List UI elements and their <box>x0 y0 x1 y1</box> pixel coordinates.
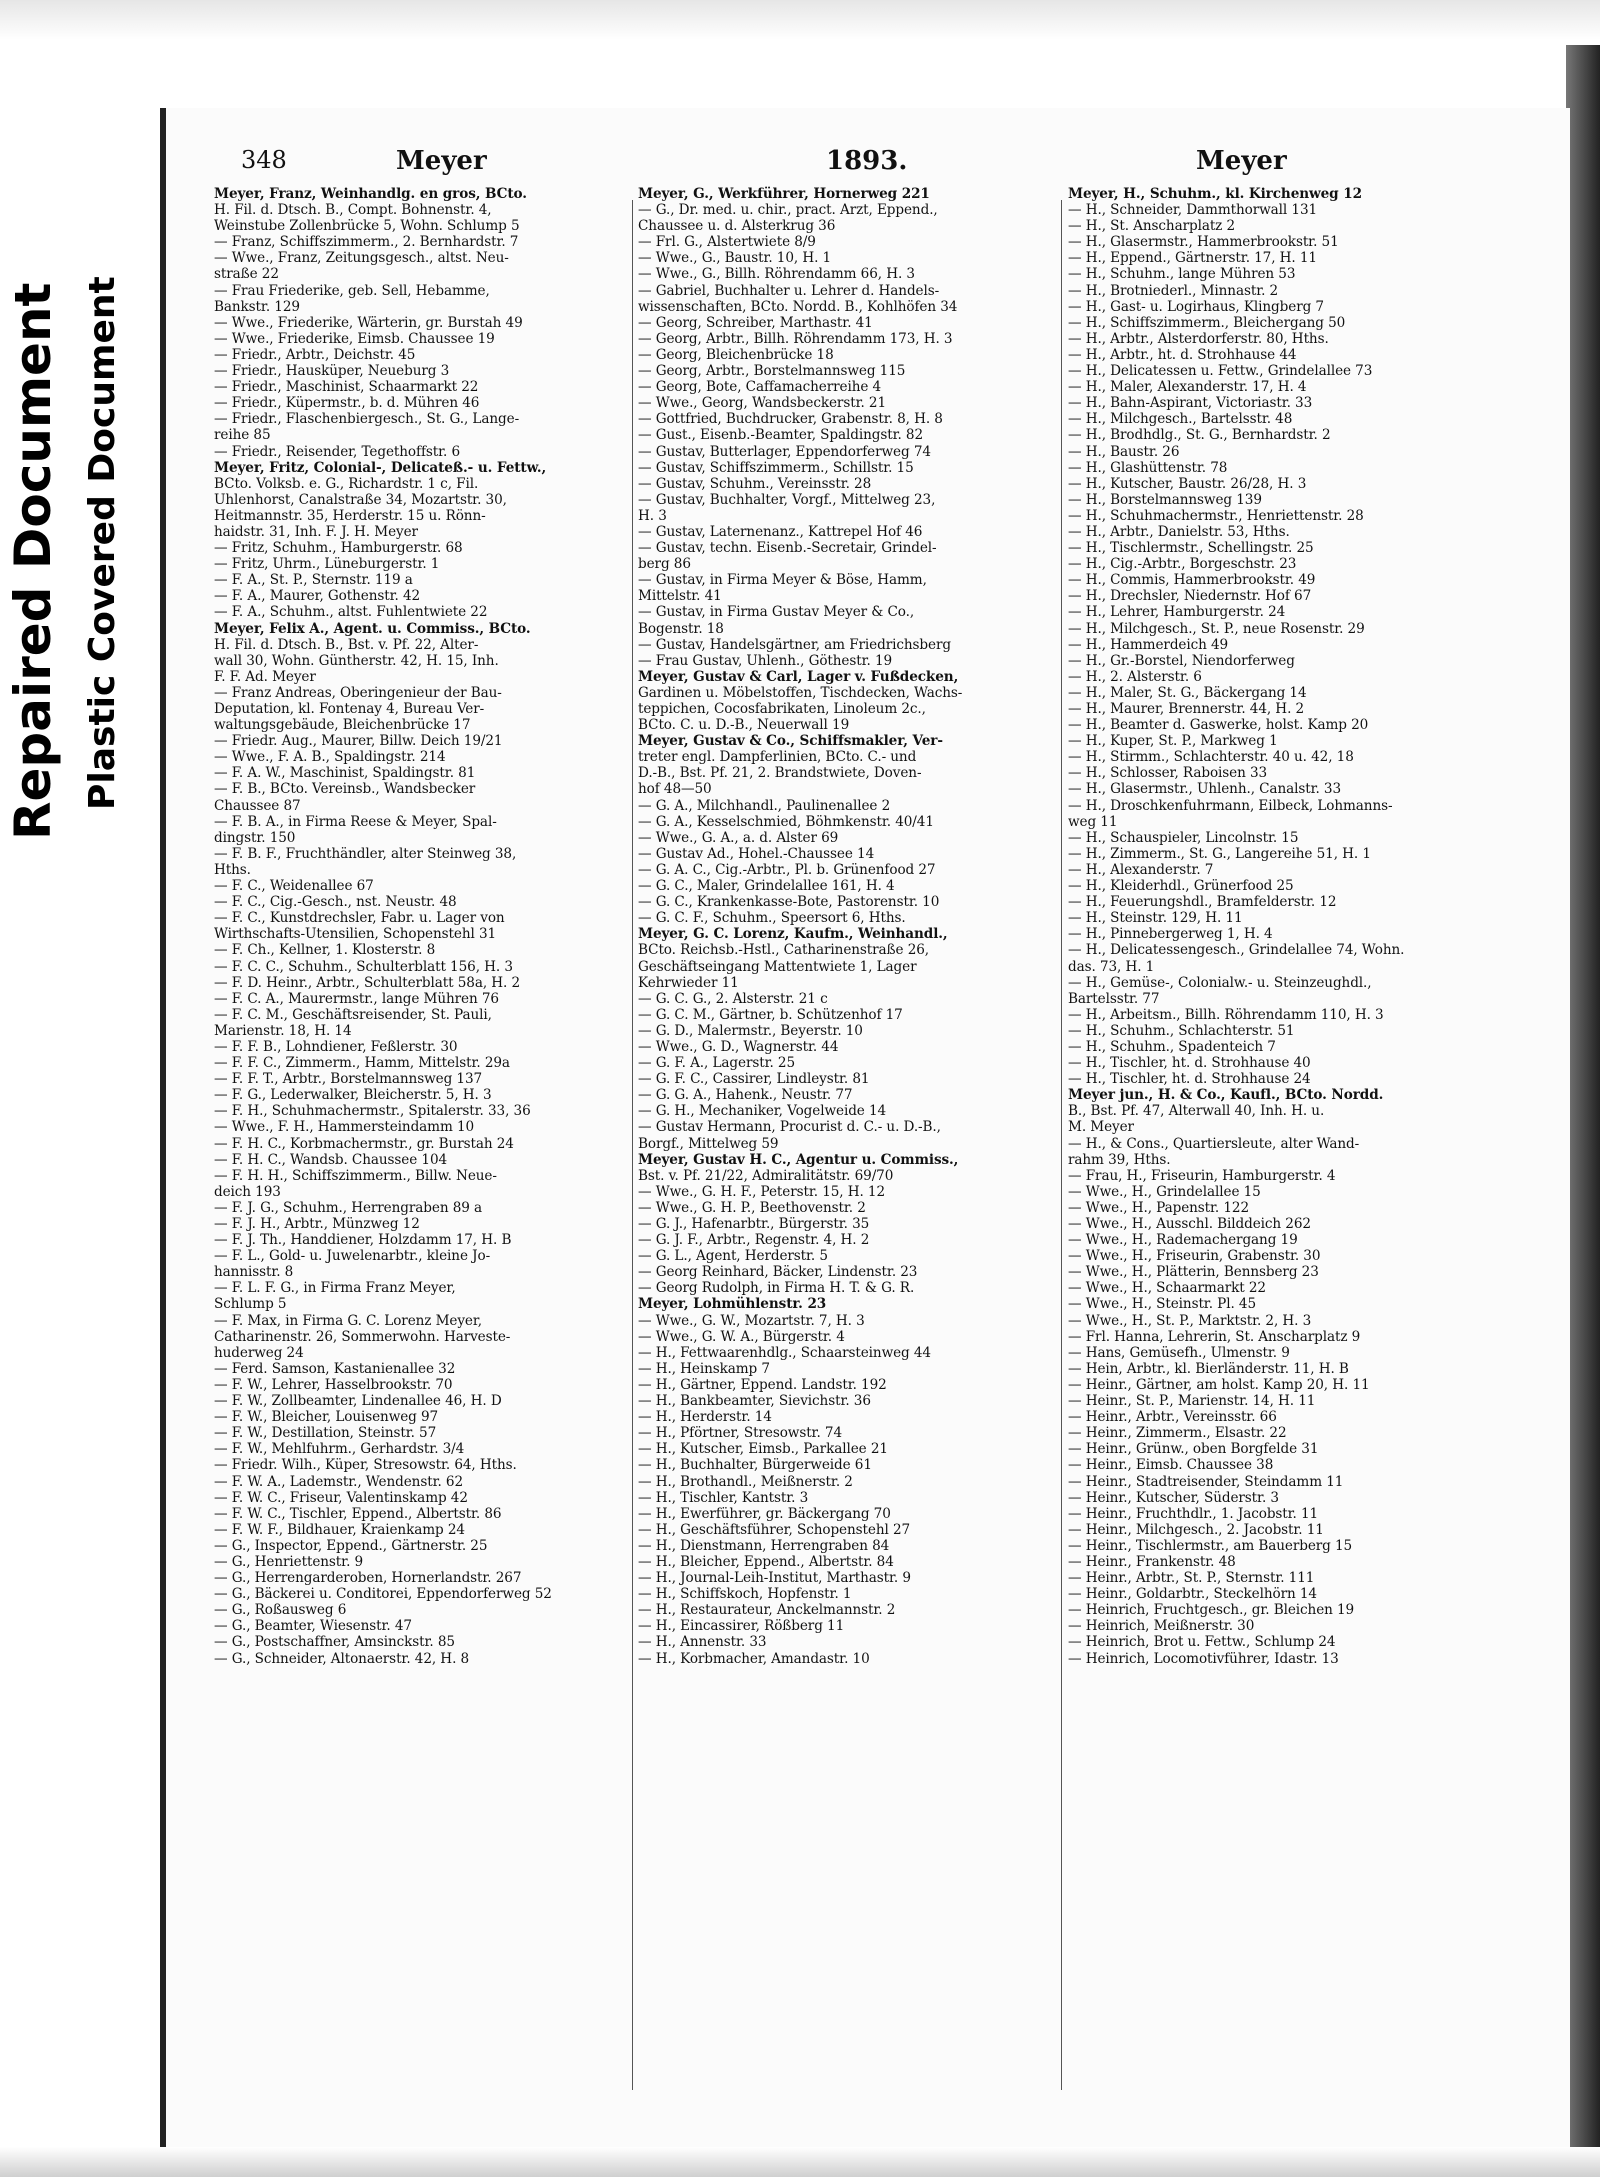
directory-entry: — Friedr., Hausküper, Neueburg 3 <box>214 363 450 380</box>
directory-entry: — Wwe., H., Schaarmarkt 22 <box>1068 1280 1266 1297</box>
directory-entry: — Franz, Schiffszimmerm., 2. Bernhardstr. 7 <box>214 234 519 251</box>
directory-entry: — Heinrich, Brot u. Fettw., Schlump 24 <box>1068 1634 1336 1651</box>
directory-entry: — H., Delicatessen u. Fettw., Grindelallee 73 <box>1068 363 1373 380</box>
directory-entry: — G. H., Mechaniker, Vogelweide 14 <box>638 1103 887 1120</box>
directory-entry: — H., Kutscher, Eimsb., Parkallee 21 <box>638 1441 888 1458</box>
directory-entry: — H., Cig.-Arbtr., Borgeschstr. 23 <box>1068 556 1297 573</box>
directory-entry: — F. F. T., Arbtr., Borstelmannsweg 137 <box>214 1071 483 1088</box>
directory-entry: — Gust., Eisenb.-Beamter, Spaldingstr. 82 <box>638 427 924 444</box>
directory-entry: Chaussee 87 <box>214 797 301 814</box>
directory-entry: — H., Tischlermstr., Schellingstr. 25 <box>1068 540 1314 557</box>
directory-entry: — Wwe., G. W., Mozartstr. 7, H. 3 <box>638 1312 865 1329</box>
directory-entry: — F. C. A., Maurermstr., lange Mühren 76 <box>214 990 499 1007</box>
directory-entry: Bankstr. 129 <box>214 298 300 315</box>
directory-entry: — F. Max, in Firma G. C. Lorenz Meyer, <box>214 1312 483 1329</box>
directory-entry: — H., Schiffskoch, Hopfenstr. 1 <box>638 1586 852 1603</box>
scan-bottom-shadow <box>0 2147 1600 2177</box>
directory-entry: — H., Brotniederl., Minnastr. 2 <box>1068 282 1279 299</box>
directory-entry: Meyer, Franz, Weinhandlg. en gros, BCto. <box>214 186 527 202</box>
directory-entry: — Georg Rudolph, in Firma H. T. & G. R. <box>638 1280 915 1297</box>
directory-entry: Meyer, Felix A., Agent. u. Commiss., BCto. <box>214 620 531 637</box>
directory-entry: — H., Bahn-Aspirant, Victoriastr. 33 <box>1068 395 1313 412</box>
directory-entry: — H., Alexanderstr. 7 <box>1068 861 1214 878</box>
directory-entry: Meyer, Lohmühlenstr. 23 <box>638 1296 827 1313</box>
directory-entry: — Heinr., Gärtner, am holst. Kamp 20, H. 11 <box>1068 1376 1370 1393</box>
running-header-year: 1893. <box>826 146 908 176</box>
directory-entry: — Wwe., H., Plätterin, Bennsberg 23 <box>1068 1264 1319 1281</box>
directory-entry: Bartelsstr. 77 <box>1068 990 1160 1007</box>
directory-entry: Uhlenhorst, Canalstraße 34, Mozartstr. 30, <box>214 491 507 508</box>
directory-entry: — H., Schneider, Dammthorwall 131 <box>1068 202 1318 219</box>
directory-entry: — Wwe., G., Billh. Röhrendamm 66, H. 3 <box>638 266 915 283</box>
page-number: 348 <box>241 146 287 174</box>
directory-entry: — Georg, Arbtr., Borstelmannsweg 115 <box>638 363 906 380</box>
directory-entry: — H., Bankbeamter, Sievichstr. 36 <box>638 1393 871 1410</box>
directory-entry: — G., Bäckerei u. Conditorei, Eppendorferweg 52 <box>214 1586 552 1603</box>
directory-entry: — H., Kuper, St. P., Markweg 1 <box>1068 733 1278 750</box>
directory-entry: — Wwe., G. W. A., Bürgerstr. 4 <box>638 1328 845 1345</box>
directory-entry: — Friedr., Flaschenbiergesch., St. G., Lange- <box>214 411 520 428</box>
directory-entry: — Wwe., Friederike, Wärterin, gr. Burstah 49 <box>214 314 523 331</box>
directory-entry: — F. H. C., Korbmachermstr., gr. Burstah 24 <box>214 1135 514 1152</box>
directory-entry: — H., Droschkenfuhrmann, Eilbeck, Lohmanns- <box>1068 797 1393 814</box>
directory-entry: — H., Commis, Hammerbrookstr. 49 <box>1068 572 1316 589</box>
directory-entry: — H., Buchhalter, Bürgerweide 61 <box>638 1457 872 1474</box>
directory-entry: — F. W., Zollbeamter, Lindenallee 46, H. D <box>214 1393 502 1410</box>
directory-entry: Meyer, G. C. Lorenz, Kaufm., Weinhandl., <box>638 926 948 943</box>
directory-entry: — H., Borstelmannsweg 139 <box>1068 491 1262 508</box>
directory-entry: — F. A., St. P., Sternstr. 119 a <box>214 572 413 589</box>
directory-entry: Meyer jun., H. & Co., Kaufl., BCto. Nordd. <box>1068 1087 1384 1104</box>
directory-entry: — G. A., Milchhandl., Paulinenallee 2 <box>638 797 891 814</box>
column-divider <box>1061 200 1062 2090</box>
directory-entry: — Ferd. Samson, Kastanienallee 32 <box>214 1360 456 1377</box>
directory-entry: Marienstr. 18, H. 14 <box>214 1022 352 1039</box>
directory-entry: BCto. C. u. D.-B., Neuerwall 19 <box>638 717 850 734</box>
directory-entry: — H., Eppend., Gärtnerstr. 17, H. 11 <box>1068 250 1317 267</box>
directory-entry: — G. J., Hafenarbtr., Bürgerstr. 35 <box>638 1216 870 1232</box>
directory-entry: — Heinr., St. P., Marienstr. 14, H. 11 <box>1068 1393 1316 1410</box>
directory-entry: — Gustav, techn. Eisenb.-Secretair, Grindel- <box>638 540 937 557</box>
directory-entry: — G., Schneider, Altonaerstr. 42, H. 8 <box>214 1650 470 1667</box>
directory-entry: — Gustav Ad., Hohel.-Chaussee 14 <box>638 845 875 862</box>
directory-entry: — Frau Gustav, Uhlenh., Göthestr. 19 <box>638 652 893 669</box>
directory-entry: — F. F. C., Zimmerm., Hamm, Mittelstr. 29a <box>214 1055 510 1072</box>
directory-entry: — Heinr., Arbtr., St. P., Sternstr. 111 <box>1068 1570 1315 1587</box>
directory-entry: Schlump 5 <box>214 1296 287 1313</box>
directory-entry: — G. A., Kesselschmied, Böhmkenstr. 40/41 <box>638 813 934 830</box>
directory-entry: — Wwe., G. D., Wagnerstr. 44 <box>638 1038 839 1055</box>
directory-entry: — H., Drechsler, Niedernstr. Hof 67 <box>1068 588 1312 605</box>
directory-entry: — H., Geschäftsführer, Schopenstehl 27 <box>638 1521 911 1538</box>
directory-entry: — G., Herrengarderoben, Hornerlandstr. 267 <box>214 1570 522 1587</box>
directory-entry: rahm 39, Hths. <box>1068 1151 1171 1168</box>
directory-entry: — F. W., Mehlfuhrm., Gerhardstr. 3/4 <box>214 1441 465 1458</box>
directory-entry: — F. L., Gold- u. Juwelenarbtr., kleine Jo- <box>214 1248 491 1265</box>
directory-entry: — Gustav, in Firma Gustav Meyer & Co., <box>638 604 915 621</box>
directory-entry: — Heinrich, Meißnerstr. 30 <box>1068 1618 1255 1635</box>
directory-entry: Weinstube Zollenbrücke 5, Wohn. Schlump 5 <box>214 218 520 235</box>
directory-entry: — H., Tischler, Kantstr. 3 <box>638 1489 809 1506</box>
directory-entry: — H., Milchgesch., Bartelsstr. 48 <box>1068 411 1293 428</box>
directory-entry: — Fritz, Uhrm., Lüneburgerstr. 1 <box>214 556 440 573</box>
directory-entry: — G., Roßausweg 6 <box>214 1602 347 1619</box>
directory-entry: — Georg, Bote, Caffamacherreihe 4 <box>638 379 882 396</box>
directory-entry: — F. W., Lehrer, Hasselbrookstr. 70 <box>214 1376 453 1393</box>
directory-entry: — Wwe., H., Papenstr. 122 <box>1068 1199 1250 1216</box>
directory-entry: — F. C. C., Schuhm., Schulterblatt 156, H. 3 <box>214 958 513 975</box>
directory-entry: — F. Ch., Kellner, 1. Klosterstr. 8 <box>214 942 436 959</box>
directory-entry: — Friedr., Reisender, Tegethoffstr. 6 <box>214 443 461 460</box>
directory-entry: H. Fil. d. Dtsch. B., Bst. v. Pf. 22, Alter- <box>214 636 479 653</box>
directory-entry: — F. C. M., Geschäftsreisender, St. Pauli, <box>214 1006 492 1023</box>
directory-entry: — H., Ewerführer, gr. Bäckergang 70 <box>638 1505 891 1522</box>
directory-entry: Bogenstr. 18 <box>638 620 724 637</box>
directory-entry: — H., Milchgesch., St. P., neue Rosenstr. 29 <box>1068 620 1365 637</box>
plastic-covered-label: Plastic Covered Document <box>82 276 123 810</box>
directory-entry: — H., Arbtr., Danielstr. 53, Hths. <box>1068 523 1290 540</box>
directory-entry: Meyer, Gustav H. C., Agentur u. Commiss., <box>638 1151 959 1168</box>
directory-column-1 <box>214 186 626 2106</box>
directory-entry: — F. W. C., Tischler, Eppend., Albertstr. 86 <box>214 1505 502 1522</box>
directory-entry: — G. D., Malermstr., Beyerstr. 10 <box>638 1022 863 1039</box>
directory-entry: Meyer, H., Schuhm., kl. Kirchenweg 12 <box>1068 186 1362 202</box>
directory-entry: — G., Henriettenstr. 9 <box>214 1553 364 1570</box>
directory-entry: — H., Herderstr. 14 <box>638 1409 772 1426</box>
directory-entry: Meyer, G., Werkführer, Hornerweg 221 <box>638 186 930 202</box>
directory-entry: reihe 85 <box>214 427 271 444</box>
directory-entry: — Gustav, in Firma Meyer & Böse, Hamm, <box>638 572 927 589</box>
directory-entry: das. 73, H. 1 <box>1068 958 1155 975</box>
directory-entry: — F. B. A., in Firma Reese & Meyer, Spal- <box>214 813 497 830</box>
directory-entry: — H., Pförtner, Stresowstr. 74 <box>638 1425 842 1442</box>
directory-entry: — H., Glashüttenstr. 78 <box>1068 459 1228 476</box>
directory-entry: — G. F. C., Cassirer, Lindleystr. 81 <box>638 1071 870 1088</box>
directory-entry: — F. W. C., Friseur, Valentinskamp 42 <box>214 1489 468 1506</box>
column-divider <box>632 200 633 2090</box>
directory-entry: — Wwe., Franz, Zeitungsgesch., altst. Neu- <box>214 250 509 267</box>
directory-entry: — Heinr., Stadtreisender, Steindamm 11 <box>1068 1473 1344 1490</box>
directory-entry: — Heinr., Tischlermstr., am Bauerberg 15 <box>1068 1537 1353 1554</box>
directory-entry: — Wwe., F. A. B., Spaldingstr. 214 <box>214 749 446 766</box>
directory-entry: — F. J. G., Schuhm., Herrengraben 89 a <box>214 1199 483 1216</box>
directory-entry: — H., Gärtner, Eppend. Landstr. 192 <box>638 1376 887 1393</box>
directory-entry: Meyer, Gustav & Co., Schiffsmakler, Ver- <box>638 733 943 750</box>
directory-entry: — Heinr., Kutscher, Süderstr. 3 <box>1068 1489 1279 1506</box>
directory-column-2 <box>638 186 1054 2106</box>
directory-entry: — H., & Cons., Quartiersleute, alter Wand- <box>1068 1135 1360 1152</box>
directory-entry: — Gustav, Buchhalter, Vorgf., Mittelweg 23, <box>638 491 936 508</box>
directory-entry: — G. C. G., 2. Alsterstr. 21 c <box>638 990 828 1007</box>
directory-entry: — F. B., BCto. Vereinsb., Wandsbecker <box>214 781 476 798</box>
directory-entry: — F. G., Lederwalker, Bleicherstr. 5, H. 3 <box>214 1087 492 1104</box>
directory-entry: BCto. Reichsb.-Hstl., Catharinenstraße 26, <box>638 942 930 959</box>
directory-entry: — Wwe., F. H., Hammersteindamm 10 <box>214 1119 475 1136</box>
directory-entry: — Wwe., G. H. F., Peterstr. 15, H. 12 <box>638 1183 886 1200</box>
directory-entry: — F. W. A., Lademstr., Wendenstr. 62 <box>214 1473 464 1490</box>
directory-entry: deich 193 <box>214 1183 281 1200</box>
directory-entry: — H., Gemüse-, Colonialw.- u. Steinzeughdl., <box>1068 974 1372 991</box>
book-spine-edge <box>1566 45 1600 2165</box>
directory-entry: — F. D. Heinr., Arbtr., Schulterblatt 58a, H. 2 <box>214 974 521 991</box>
directory-entry: — H., Baustr. 26 <box>1068 443 1180 460</box>
directory-entry: — G. G. A., Hahenk., Neustr. 77 <box>638 1087 853 1104</box>
directory-entry: — Gabriel, Buchhalter u. Lehrer d. Handels- <box>638 282 940 299</box>
directory-entry: Mittelstr. 41 <box>638 588 722 605</box>
directory-entry: — Wwe., H., Grindelallee 15 <box>1068 1183 1261 1200</box>
directory-entry: — H., Tischler, ht. d. Strohhause 24 <box>1068 1071 1311 1088</box>
directory-entry: hof 48—50 <box>638 781 712 798</box>
directory-entry: wissenschaften, BCto. Nordd. B., Kohlhöfen 34 <box>638 298 958 315</box>
directory-entry: — H., Lehrer, Hamburgerstr. 24 <box>1068 604 1286 621</box>
directory-entry: — F. A., Schuhm., altst. Fuhlentwiete 22 <box>214 604 488 621</box>
running-header-right: Meyer <box>1196 146 1287 176</box>
directory-entry: — H., Schuhm., Spadenteich 7 <box>1068 1038 1276 1055</box>
directory-entry: — Frl. G., Alstertwiete 8/9 <box>638 234 816 251</box>
directory-entry: — Gustav, Butterlager, Eppendorferweg 74 <box>638 443 931 460</box>
directory-entry: — H., Brothandl., Meißnerstr. 2 <box>638 1473 853 1490</box>
directory-entry: — G. C. M., Gärtner, b. Schützenhof 17 <box>638 1006 903 1023</box>
directory-entry: — Fritz, Schuhm., Hamburgerstr. 68 <box>214 540 463 557</box>
directory-entry: Chaussee u. d. Alsterkrug 36 <box>638 218 836 235</box>
directory-entry: — Heinr., Arbtr., Vereinsstr. 66 <box>1068 1409 1277 1426</box>
directory-entry: — Gustav, Schiffszimmerm., Schillstr. 15 <box>638 459 914 476</box>
directory-entry: — Heinr., Goldarbtr., Steckelhörn 14 <box>1068 1586 1317 1603</box>
directory-entry: — F. H. C., Wandsb. Chaussee 104 <box>214 1151 448 1168</box>
directory-entry: D.-B., Bst. Pf. 21, 2. Brandstwiete, Doven- <box>638 765 922 782</box>
directory-entry: — Wwe., H., Steinstr. Pl. 45 <box>1068 1296 1256 1313</box>
directory-entry: — H., Schuhmachermstr., Henriettenstr. 28 <box>1068 507 1364 524</box>
directory-entry: — H., Arbeitsm., Billh. Röhrendamm 110, H. 3 <box>1068 1006 1384 1023</box>
directory-entry: — H., Schuhm., lange Mühren 53 <box>1068 266 1296 283</box>
directory-entry: — Heinr., Eimsb. Chaussee 38 <box>1068 1457 1274 1474</box>
directory-entry: — H., Fettwaarenhdlg., Schaarsteinweg 44 <box>638 1344 931 1361</box>
directory-entry: — H., Arbtr., ht. d. Strohhause 44 <box>1068 346 1297 363</box>
directory-entry: — F. H., Schuhmachermstr., Spitalerstr. 33, 36 <box>214 1103 531 1120</box>
directory-entry: — H., Steinstr. 129, H. 11 <box>1068 910 1243 927</box>
directory-entry: — G. C. F., Schuhm., Speersort 6, Hths. <box>638 910 906 927</box>
directory-entry: — F. C., Weidenallee 67 <box>214 878 374 895</box>
directory-entry: — H., Gast- u. Logirhaus, Klingberg 7 <box>1068 298 1324 315</box>
directory-entry: Catharinenstr. 26, Sommerwohn. Harveste- <box>214 1328 511 1345</box>
directory-entry: — Heinrich, Fruchtgesch., gr. Bleichen 19 <box>1068 1602 1355 1619</box>
directory-entry: — H., Feuerungshdl., Bramfelderstr. 12 <box>1068 894 1337 911</box>
directory-entry: — H., Hammerdeich 49 <box>1068 636 1229 653</box>
directory-page <box>160 108 1570 2148</box>
directory-entry: — Frl. Hanna, Lehrerin, St. Anscharplatz 9 <box>1068 1328 1361 1345</box>
directory-entry: — H., Schlosser, Raboisen 33 <box>1068 765 1268 782</box>
directory-entry: — Gustav Hermann, Procurist d. C.- u. D.-B., <box>638 1119 941 1136</box>
directory-entry: — Frau, H., Friseurin, Hamburgerstr. 4 <box>1068 1167 1336 1184</box>
directory-entry: — F. C., Kunstdrechsler, Fabr. u. Lager von <box>214 910 505 927</box>
directory-entry: — G., Beamter, Wiesenstr. 47 <box>214 1618 412 1635</box>
directory-entry: — Georg Reinhard, Bäcker, Lindenstr. 23 <box>638 1264 918 1281</box>
directory-entry: — H., Annenstr. 33 <box>638 1634 767 1651</box>
directory-entry: — H., Maurer, Brennerstr. 44, H. 2 <box>1068 701 1305 717</box>
directory-entry: weg 11 <box>1068 813 1118 830</box>
directory-entry: — H., Pinnebergerweg 1, H. 4 <box>1068 926 1273 943</box>
directory-entry: — Friedr., Maschinist, Schaarmarkt 22 <box>214 379 479 396</box>
directory-entry: — H., Delicatessengesch., Grindelallee 74, Wohn. <box>1068 942 1405 959</box>
directory-entry: — F. C., Cig.-Gesch., nst. Neustr. 48 <box>214 894 457 911</box>
directory-entry: — H., Glasermstr., Hammerbrookstr. 51 <box>1068 234 1339 251</box>
directory-entry: Borgf., Mittelweg 59 <box>638 1135 779 1152</box>
directory-entry: H. Fil. d. Dtsch. B., Compt. Bohnenstr. 4, <box>214 202 492 219</box>
directory-entry: — Gottfried, Buchdrucker, Grabenstr. 8, H. 8 <box>638 411 943 428</box>
directory-entry: — H., Bleicher, Eppend., Albertstr. 84 <box>638 1553 894 1570</box>
directory-entry: — H., Maler, Alexanderstr. 17, H. 4 <box>1068 379 1307 396</box>
directory-entry: — F. W., Bleicher, Louisenweg 97 <box>214 1409 439 1426</box>
directory-entry: — H., Brodhdlg., St. G., Bernhardstr. 2 <box>1068 427 1331 444</box>
repaired-document-label: Repaired Document <box>4 282 62 840</box>
directory-entry: huderweg 24 <box>214 1344 304 1361</box>
directory-column-3 <box>1068 186 1508 2106</box>
directory-entry: — G., Dr. med. u. chir., pract. Arzt, Eppend., <box>638 202 938 219</box>
directory-entry: haidstr. 31, Inh. F. J. H. Meyer <box>214 523 418 540</box>
directory-entry: berg 86 <box>638 556 691 573</box>
directory-entry: — Heinr., Zimmerm., Elsastr. 22 <box>1068 1425 1287 1442</box>
directory-entry: — Wwe., H., Rademachergang 19 <box>1068 1232 1298 1249</box>
directory-entry: — H., Kleiderhdl., Grünerfood 25 <box>1068 878 1294 895</box>
directory-entry: — G., Postschaffner, Amsinckstr. 85 <box>214 1634 455 1651</box>
directory-entry: Kehrwieder 11 <box>638 974 739 991</box>
directory-entry: — H., Schuhm., Schlachterstr. 51 <box>1068 1022 1295 1039</box>
directory-entry: — H., Heinskamp 7 <box>638 1360 770 1377</box>
directory-entry: — G. C., Maler, Grindelallee 161, H. 4 <box>638 878 895 895</box>
directory-entry: — Franz Andreas, Oberingenieur der Bau- <box>214 684 502 701</box>
directory-entry: — H., Journal-Leih-Institut, Marthastr. 9 <box>638 1570 911 1587</box>
directory-entry: F. F. Ad. Meyer <box>214 668 316 685</box>
directory-entry: Gardinen u. Möbelstoffen, Tischdecken, Wachs- <box>638 684 963 701</box>
directory-entry: Geschäftseingang Mattentwiete 1, Lager <box>638 958 917 975</box>
directory-entry: — G., Inspector, Eppend., Gärtnerstr. 25 <box>214 1537 488 1554</box>
directory-entry: — G. A. C., Cig.-Arbtr., Pl. b. Grünenfood 27 <box>638 861 936 878</box>
directory-entry: — Wwe., H., Friseurin, Grabenstr. 30 <box>1068 1248 1321 1265</box>
directory-entry: — H., Schauspieler, Lincolnstr. 15 <box>1068 829 1299 846</box>
directory-entry: H. 3 <box>638 507 667 524</box>
directory-entry: — F. J. Th., Handdiener, Holzdamm 17, H. B <box>214 1232 512 1249</box>
directory-entry: — H., 2. Alsterstr. 6 <box>1068 668 1202 685</box>
directory-entry: — F. B. F., Fruchthändler, alter Steinweg 38, <box>214 845 517 862</box>
directory-entry: — Frau Friederike, geb. Sell, Hebamme, <box>214 282 490 299</box>
directory-entry: — G. C., Krankenkasse-Bote, Pastorenstr. 10 <box>638 894 940 911</box>
directory-entry: — H., Zimmerm., St. G., Langereihe 51, H. 1 <box>1068 845 1371 862</box>
directory-entry: — H., Restaurateur, Anckelmannstr. 2 <box>638 1602 896 1619</box>
directory-entry: Wirthschafts-Utensilien, Schopenstehl 31 <box>214 926 497 943</box>
directory-entry: — Heinrich, Locomotivführer, Idastr. 13 <box>1068 1650 1339 1667</box>
directory-entry: Meyer, Fritz, Colonial-, Delicateß.- u. Fettw., <box>214 459 547 476</box>
directory-entry: — Gustav, Handelsgärtner, am Friedrichsberg <box>638 636 951 653</box>
directory-entry: — Georg, Bleichenbrücke 18 <box>638 346 834 363</box>
directory-entry: — Wwe., Georg, Wandsbeckerstr. 21 <box>638 395 887 412</box>
directory-entry: M. Meyer <box>1068 1119 1134 1136</box>
directory-entry: — H., Korbmacher, Amandastr. 10 <box>638 1650 870 1667</box>
directory-entry: — Heinr., Frankenstr. 48 <box>1068 1553 1236 1570</box>
directory-entry: dingstr. 150 <box>214 829 296 846</box>
directory-entry: Heitmannstr. 35, Herderstr. 15 u. Rönn- <box>214 507 486 524</box>
directory-entry: — H., Dienstmann, Herrengraben 84 <box>638 1537 890 1554</box>
directory-entry: — H., Maler, St. G., Bäckergang 14 <box>1068 684 1307 701</box>
directory-entry: — Wwe., H., St. P., Marktstr. 2, H. 3 <box>1068 1312 1312 1329</box>
running-header-left: Meyer <box>396 146 487 176</box>
directory-entry: Deputation, kl. Fontenay 4, Bureau Ver- <box>214 701 485 717</box>
directory-entry: hannisstr. 8 <box>214 1264 294 1281</box>
directory-entry: wall 30, Wohn. Güntherstr. 42, H. 15, Inh. <box>214 652 499 669</box>
directory-entry: — H., Gr.-Borstel, Niendorferweg <box>1068 652 1295 669</box>
directory-entry: — Wwe., G. A., a. d. Alster 69 <box>638 829 839 846</box>
directory-entry: — Georg, Arbtr., Billh. Röhrendamm 173, H. 3 <box>638 330 953 347</box>
directory-entry: Bst. v. Pf. 21/22, Admiralitätstr. 69/70 <box>638 1167 894 1184</box>
directory-entry: — H., Eincassirer, Rößberg 11 <box>638 1618 845 1635</box>
directory-entry: Meyer, Gustav & Carl, Lager v. Fußdecken, <box>638 668 959 685</box>
directory-entry: — Friedr. Wilh., Küper, Stresowstr. 64, Hths. <box>214 1457 517 1474</box>
directory-entry: — H., Arbtr., Alsterdorferstr. 80, Hths. <box>1068 330 1329 347</box>
directory-entry: — H., Beamter d. Gaswerke, holst. Kamp 20 <box>1068 717 1369 734</box>
directory-entry: — Hans, Gemüsefh., Ulmenstr. 9 <box>1068 1344 1290 1361</box>
directory-entry: — G. J. F., Arbtr., Regenstr. 4, H. 2 <box>638 1232 870 1249</box>
directory-entry: — H., St. Anscharplatz 2 <box>1068 218 1236 235</box>
directory-entry: — Heinr., Grünw., oben Borgfelde 31 <box>1068 1441 1319 1458</box>
directory-entry: — Hein, Arbtr., kl. Bierländerstr. 11, H. B <box>1068 1360 1349 1377</box>
directory-entry: — H., Stirmm., Schlachterstr. 40 u. 42, 18 <box>1068 749 1354 766</box>
directory-entry: — F. F. B., Lohndiener, Feßlerstr. 30 <box>214 1038 458 1055</box>
directory-entry: treter engl. Dampferlinien, BCto. C.- und <box>638 749 917 766</box>
directory-entry: B., Bst. Pf. 47, Alterwall 40, Inh. H. u. <box>1068 1103 1325 1120</box>
directory-entry: — Georg, Schreiber, Marthastr. 41 <box>638 314 873 331</box>
directory-entry: BCto. Volksb. e. G., Richardstr. 1 c, Fil. <box>214 475 479 492</box>
directory-entry: — H., Schiffszimmerm., Bleichergang 50 <box>1068 314 1346 331</box>
directory-entry: — G. L., Agent, Herderstr. 5 <box>638 1248 828 1265</box>
directory-entry: — Gustav, Laternenanz., Kattrepel Hof 46 <box>638 523 923 540</box>
directory-entry: — Friedr., Küpermstr., b. d. Mühren 46 <box>214 395 480 412</box>
directory-entry: — F. W. F., Bildhauer, Kraienkamp 24 <box>214 1521 465 1538</box>
directory-entry: straße 22 <box>214 266 279 283</box>
side-labels <box>0 200 150 1600</box>
directory-entry: — Wwe., G. H. P., Beethovenstr. 2 <box>638 1199 866 1216</box>
directory-entry: — Gustav, Schuhm., Vereinsstr. 28 <box>638 475 872 492</box>
directory-entry: — Wwe., Friederike, Eimsb. Chaussee 19 <box>214 330 495 347</box>
directory-entry: — F. H. H., Schiffszimmerm., Billw. Neue- <box>214 1167 497 1184</box>
directory-entry: — G. F. A., Lagerstr. 25 <box>638 1055 796 1072</box>
directory-entry: — H., Glasermstr., Uhlenh., Canalstr. 33 <box>1068 781 1342 798</box>
directory-entry: Hths. <box>214 861 251 878</box>
directory-entry: — F. A., Maurer, Gothenstr. 42 <box>214 588 421 605</box>
directory-entry: — Friedr., Arbtr., Deichstr. 45 <box>214 346 416 363</box>
directory-entry: — Heinr., Fruchthdlr., 1. Jacobstr. 11 <box>1068 1505 1319 1522</box>
directory-entry: — Friedr. Aug., Maurer, Billw. Deich 19/21 <box>214 733 503 750</box>
directory-entry: waltungsgebäude, Bleichenbrücke 17 <box>214 717 471 734</box>
scan-background <box>0 0 1600 40</box>
directory-entry: — Heinr., Milchgesch., 2. Jacobstr. 11 <box>1068 1521 1324 1538</box>
directory-entry: — H., Kutscher, Baustr. 26/28, H. 3 <box>1068 475 1307 492</box>
directory-entry: — F. J. H., Arbtr., Münzweg 12 <box>214 1216 420 1232</box>
directory-entry: — Wwe., G., Baustr. 10, H. 1 <box>638 250 832 267</box>
directory-entry: — F. L. F. G., in Firma Franz Meyer, <box>214 1280 456 1297</box>
directory-entry: — F. A. W., Maschinist, Spaldingstr. 81 <box>214 765 476 782</box>
directory-entry: — F. W., Destillation, Steinstr. 57 <box>214 1425 437 1442</box>
directory-entry: — H., Tischler, ht. d. Strohhause 40 <box>1068 1055 1311 1072</box>
directory-entry: — Wwe., H., Ausschl. Bilddeich 262 <box>1068 1216 1311 1232</box>
directory-entry: teppichen, Cocosfabrikaten, Linoleum 2c., <box>638 701 926 717</box>
